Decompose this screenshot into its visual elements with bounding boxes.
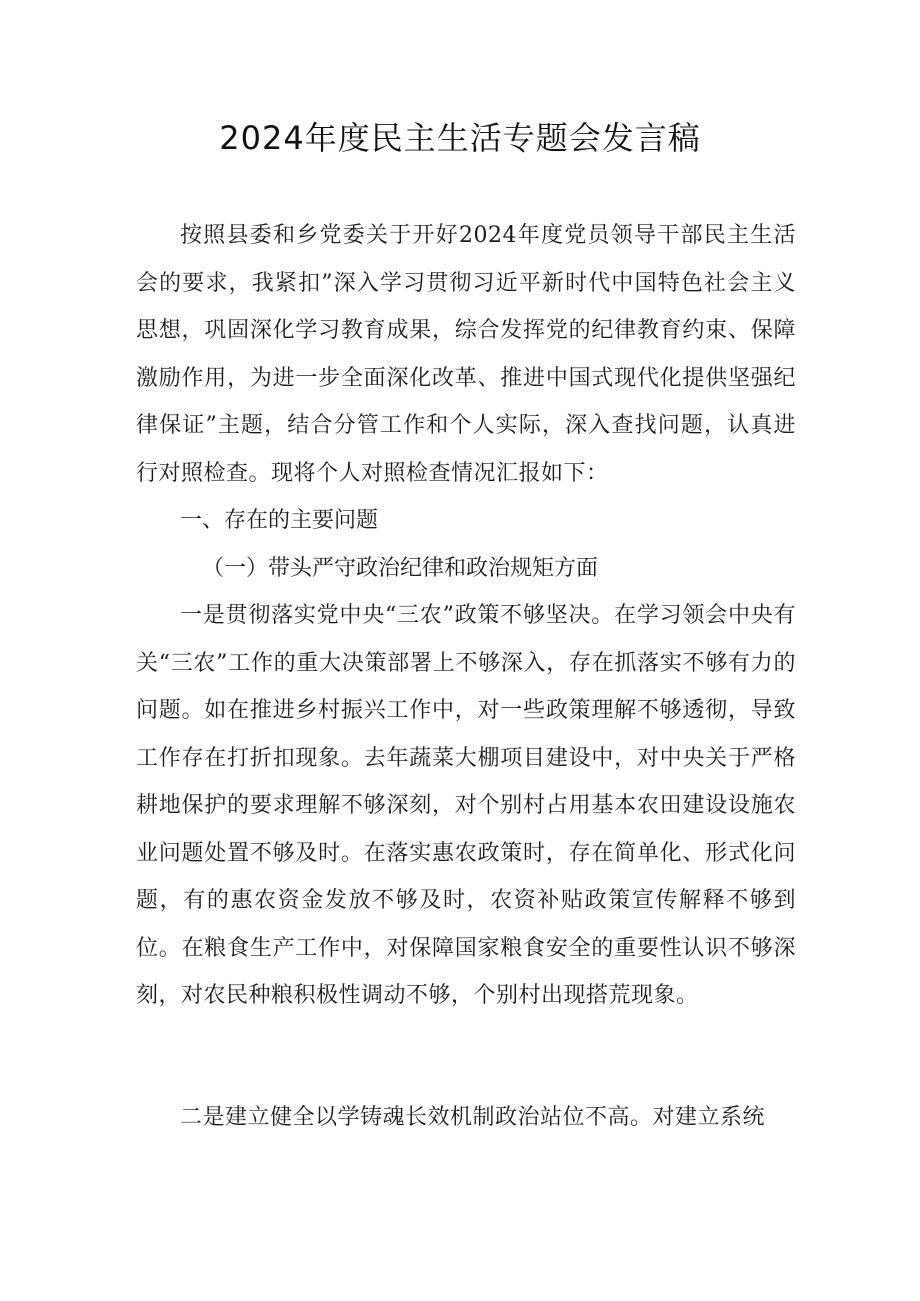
point-two-paragraph: 二是建立健全以学铸魂长效机制政治站位不高。对建立系统: [180, 1105, 766, 1130]
document-title: 2024年度民主生活专题会发言稿: [219, 119, 701, 157]
point-one-paragraph: 一是贯彻落实党中央“三农”政策不够坚决。在学习领会中央有关“三农”工作的重大决策部署上不够深入，存在抓落实不够有力的问题。如在推进乡村振兴工作中，对一些政策理解不够透彻，导致工作存在打折扣现象。去年蔬菜大棚项目建设中，对中央关于严格耕地保护的要求理解不够深刻，对个别村占用基本农田建设设施农业问题处置不够及时。在落实惠农政策时，存在简单化、形式化问题，有的惠农资金发放不够及时，农资补贴政策宣传解释不够到位。在粮食生产工作中，对保障国家粮食安全的重要性认识不够深刻，对农民种粮积极性调动不够，个别村出现搭荒现象。: [136, 603, 796, 1008]
subsection-heading-discipline: （一）带头严守政治纪律和政治规矩方面: [202, 555, 599, 581]
intro-paragraph: 按照县委和乡党委关于开好2024年度党员领导干部民主生活会的要求，我紧扣”深入学习贯彻习近平新时代中国特色社会主义思想，巩固深化学习教育成果，综合发挥党的纪律教育约束、保障激励作用，为进一步全面深化改革、推进中国式现代化提供坚强纪律保证”主题，结合分管工作和个人实际，深入查找问题，认真进行对照检查。现将个人对照检查情况汇报如下：: [136, 223, 796, 486]
section-heading-problems: 一、存在的主要问题: [180, 508, 379, 533]
document-body-continued: [136, 1094, 796, 1142]
document-body: [136, 212, 796, 1020]
